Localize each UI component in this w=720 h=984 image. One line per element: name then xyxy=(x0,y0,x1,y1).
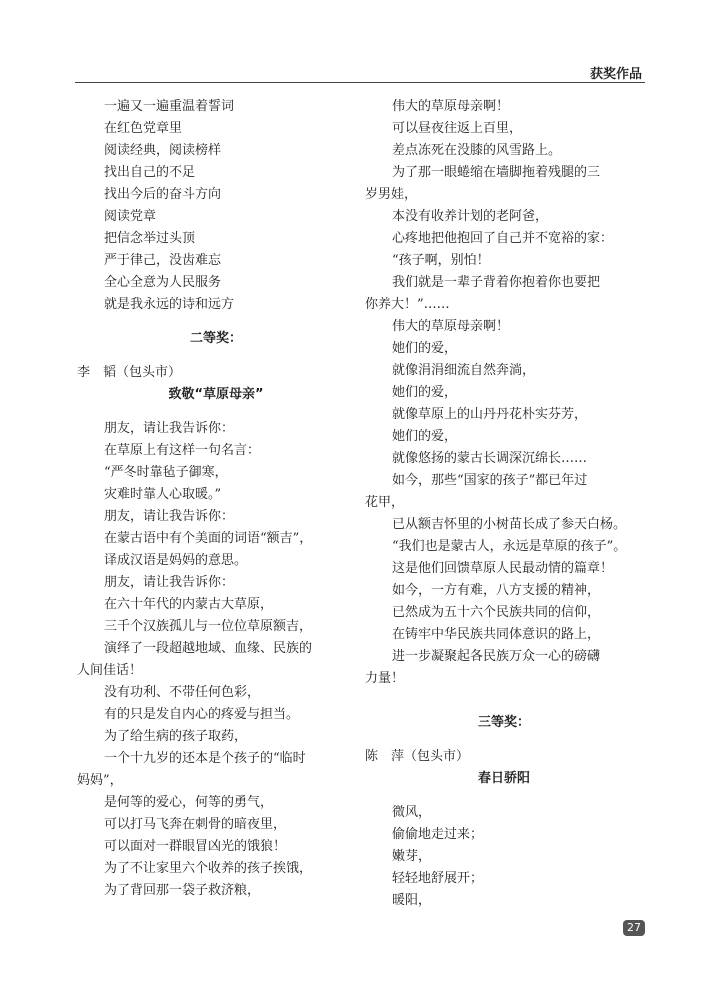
poem-line: 这是他们回馈草原人民最动情的篇章！ xyxy=(392,561,614,576)
poem-line: 已然成为五十六个民族共同的信仰， xyxy=(392,605,601,620)
spacer xyxy=(77,350,355,362)
spacer xyxy=(77,316,355,328)
poem-line: 译成汉语是妈妈的意思。 xyxy=(104,553,248,568)
poem-line: 全心全意为人民服务 xyxy=(104,275,222,290)
poem-line: 进一步凝聚起各民族万众一心的磅礴 xyxy=(392,649,601,664)
poem-line: 一遍又一遍重温着誓词 xyxy=(104,99,235,114)
poem-line: 我们就是一辈子背着你抱着你也要把 xyxy=(392,275,601,290)
poem-line: 轻轻地舒展开； xyxy=(392,871,484,886)
poem-line: 没有功利、不带任何色彩， xyxy=(104,685,261,700)
third-author: 陈 萍（包头市） xyxy=(365,749,470,764)
poem-line: 心疼地把他抱回了自己并不宽裕的家： xyxy=(392,231,614,246)
poem-line: “孩子啊，别怕！ xyxy=(392,253,490,268)
poem-line: 偷偷地走过来； xyxy=(392,827,484,842)
spacer xyxy=(365,690,643,712)
poem-line: 如今，一方有难，八方支援的精神， xyxy=(392,583,601,598)
poem-line: 她们的爱， xyxy=(392,385,458,400)
poem-line: 嫩芽， xyxy=(392,849,432,864)
poem-line: 可以打马飞奔在刺骨的暗夜里， xyxy=(104,817,287,832)
poem-line: 花甲， xyxy=(365,495,405,510)
poem-line: 就是我永远的诗和远方 xyxy=(104,297,235,312)
poem-line: 在草原上有这样一句名言： xyxy=(104,443,261,458)
poem-line: 阅读经典，阅读榜样 xyxy=(104,143,222,158)
poem-line: 岁男娃， xyxy=(365,187,418,202)
poem-line: 人间佳话！ xyxy=(77,663,143,678)
poem-line: 找出今后的奋斗方向 xyxy=(104,187,222,202)
poem-line: 妈妈”， xyxy=(77,773,123,788)
poem-line: 如今，那些“国家的孩子”都已年过 xyxy=(392,473,588,488)
poem-line: 她们的爱， xyxy=(392,341,458,356)
header-divider xyxy=(75,82,645,83)
spacer xyxy=(365,734,643,746)
poem1-block xyxy=(77,96,355,316)
page-number: 27 xyxy=(623,920,645,936)
poem-line: 一个十九岁的还本是个孩子的“临时 xyxy=(104,751,306,766)
poem-line: 本没有收养计划的老阿爸， xyxy=(392,209,549,224)
poem-line: 朋友，请让我告诉你： xyxy=(104,575,235,590)
poem-line: 伟大的草原母亲啊！ xyxy=(392,99,510,114)
poem-line: 差点冻死在没膝的风雪路上。 xyxy=(392,143,562,158)
poem-line: 可以昼夜往返上百里， xyxy=(392,121,523,136)
poem-line: 有的只是发自内心的疼爱与担当。 xyxy=(104,707,300,722)
poem-line: 为了那一眼蜷缩在墙脚拖着残腿的三 xyxy=(392,165,601,180)
poem-line: 朋友，请让我告诉你： xyxy=(104,421,235,436)
spacer xyxy=(77,406,355,418)
poem-line: 在铸牢中华民族共同体意识的路上， xyxy=(392,627,601,642)
spacer xyxy=(365,790,643,802)
poem-line: 暖阳， xyxy=(392,893,432,908)
poem-line: 严于律己，没齿难忘 xyxy=(104,253,222,268)
poem-line: 在六十年代的内蒙古大草原， xyxy=(104,597,274,612)
poem-line: “严冬时靠毡子御寒， xyxy=(104,465,228,480)
third-prize-heading: 三等奖： xyxy=(477,715,530,730)
poem-line: 是何等的爱心，何等的勇气， xyxy=(104,795,274,810)
left-column xyxy=(77,96,355,902)
poem-line: 为了不让家里六个收养的孩子挨饿， xyxy=(104,861,313,876)
poem2-block xyxy=(77,418,355,902)
poem-line: 灾难时靠人心取暖。” xyxy=(104,487,222,502)
poem-line: 伟大的草原母亲啊！ xyxy=(392,319,510,334)
second-author: 李 韬（包头市） xyxy=(77,365,182,380)
poem-line: 你养大！”…… xyxy=(365,297,450,312)
poem-line: 在蒙古语中有个美面的词语“额吉”， xyxy=(104,531,313,546)
section-label: 获奖作品 xyxy=(589,67,642,82)
poem-line: 已从额吉怀里的小树苗长成了参天白杨。 xyxy=(392,517,627,532)
poem-line: 找出自己的不足 xyxy=(104,165,196,180)
poem-line: 把信念举过头顶 xyxy=(104,231,196,246)
poem-line: 可以面对一群眼冒凶光的饿狼！ xyxy=(104,839,287,854)
poem-line: 就像悠扬的蒙古长调深沉绵长…… xyxy=(392,451,588,466)
poem-line: 朋友，请让我告诉你： xyxy=(104,509,235,524)
right-column xyxy=(365,96,643,912)
second-prize-heading: 二等奖： xyxy=(189,331,242,346)
poem-line: 微风， xyxy=(392,805,432,820)
poem-line: 三千个汉族孤儿与一位位草原额吉， xyxy=(104,619,313,634)
poem-line: 她们的爱， xyxy=(392,429,458,444)
poem-line: 为了背回那一袋子救济粮， xyxy=(104,883,261,898)
third-title: 春日骄阳 xyxy=(477,771,530,786)
poem2-continued-block xyxy=(365,96,643,690)
poem-line: 力量！ xyxy=(365,671,405,686)
poem-line: “我们也是蒙古人，永远是草原的孩子”。 xyxy=(392,539,627,554)
poem-line: 在红色党章里 xyxy=(104,121,183,136)
poem-line: 为了给生病的孩子取药， xyxy=(104,729,248,744)
poem-line: 阅读党章 xyxy=(104,209,157,224)
poem3-block xyxy=(365,802,643,912)
poem-line: 就像涓涓细流自然奔淌， xyxy=(392,363,536,378)
poem-line: 就像草原上的山丹丹花朴实芬芳， xyxy=(392,407,588,422)
poem-line: 演绎了一段超越地域、血缘、民族的 xyxy=(104,641,313,656)
second-title: 致敬“草原母亲” xyxy=(168,387,264,402)
